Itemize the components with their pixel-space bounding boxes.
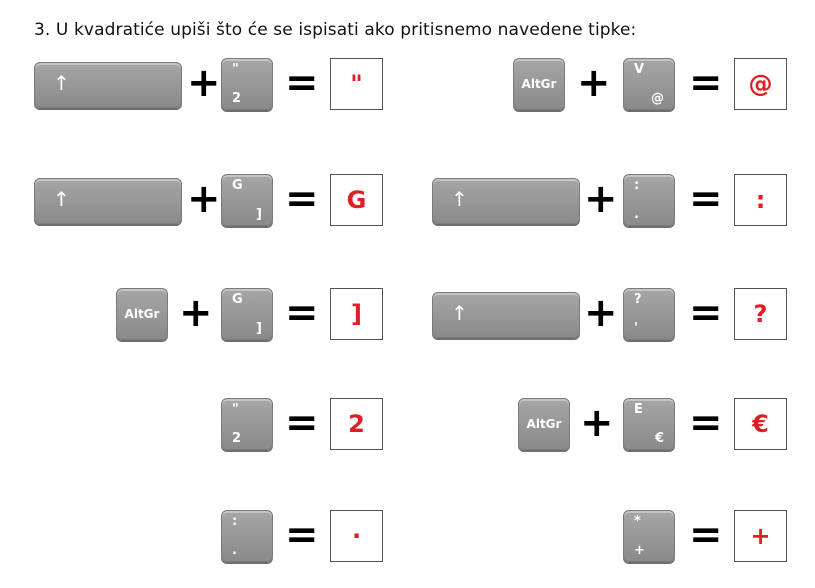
- equals-sign: =: [285, 176, 319, 222]
- equals-sign: =: [689, 176, 723, 222]
- answer-box[interactable]: €: [734, 398, 787, 450]
- key-colon: : .: [623, 174, 675, 226]
- key-g: G ]: [221, 288, 273, 340]
- plus-sign: +: [580, 400, 614, 446]
- up-arrow-icon: ↑: [451, 187, 468, 211]
- shift-key: [34, 178, 182, 224]
- key-e: E €: [623, 398, 675, 450]
- up-arrow-icon: ↑: [451, 301, 468, 325]
- equals-sign: =: [285, 400, 319, 446]
- plus-sign: +: [187, 60, 221, 106]
- up-arrow-icon: ↑: [53, 71, 70, 95]
- shift-key: [432, 292, 580, 338]
- equals-sign: =: [689, 290, 723, 336]
- equals-sign: =: [689, 400, 723, 446]
- key-asterisk: * +: [623, 510, 675, 562]
- plus-sign: +: [584, 290, 618, 336]
- answer-box[interactable]: @: [734, 58, 787, 110]
- exercise-title: 3. U kvadratiće upiši što će se ispisati ako pritisnemo navedene tipke:: [34, 20, 637, 40]
- altgr-key: AltGr: [518, 398, 570, 450]
- answer-box[interactable]: ]: [330, 288, 383, 340]
- equals-sign: =: [285, 290, 319, 336]
- key-2: " 2: [221, 58, 273, 110]
- plus-sign: +: [179, 290, 213, 336]
- equals-sign: =: [285, 60, 319, 106]
- plus-sign: +: [584, 176, 618, 222]
- answer-box[interactable]: G: [330, 174, 383, 226]
- answer-box[interactable]: ?: [734, 288, 787, 340]
- plus-sign: +: [187, 176, 221, 222]
- shift-key: [432, 178, 580, 224]
- key-question: ? ': [623, 288, 675, 340]
- key-2: " 2: [221, 398, 273, 450]
- altgr-key: AltGr: [513, 58, 565, 110]
- answer-box[interactable]: ·: [330, 510, 383, 562]
- altgr-key: AltGr: [116, 288, 168, 340]
- answer-box[interactable]: ": [330, 58, 383, 110]
- key-v: V @: [623, 58, 675, 110]
- answer-box[interactable]: 2: [330, 398, 383, 450]
- equals-sign: =: [689, 60, 723, 106]
- key-g: G ]: [221, 174, 273, 226]
- shift-key: [34, 62, 182, 108]
- up-arrow-icon: ↑: [53, 187, 70, 211]
- plus-sign: +: [577, 60, 611, 106]
- key-colon: : .: [221, 510, 273, 562]
- equals-sign: =: [285, 512, 319, 558]
- answer-box[interactable]: +: [734, 510, 787, 562]
- equals-sign: =: [689, 512, 723, 558]
- answer-box[interactable]: :: [734, 174, 787, 226]
